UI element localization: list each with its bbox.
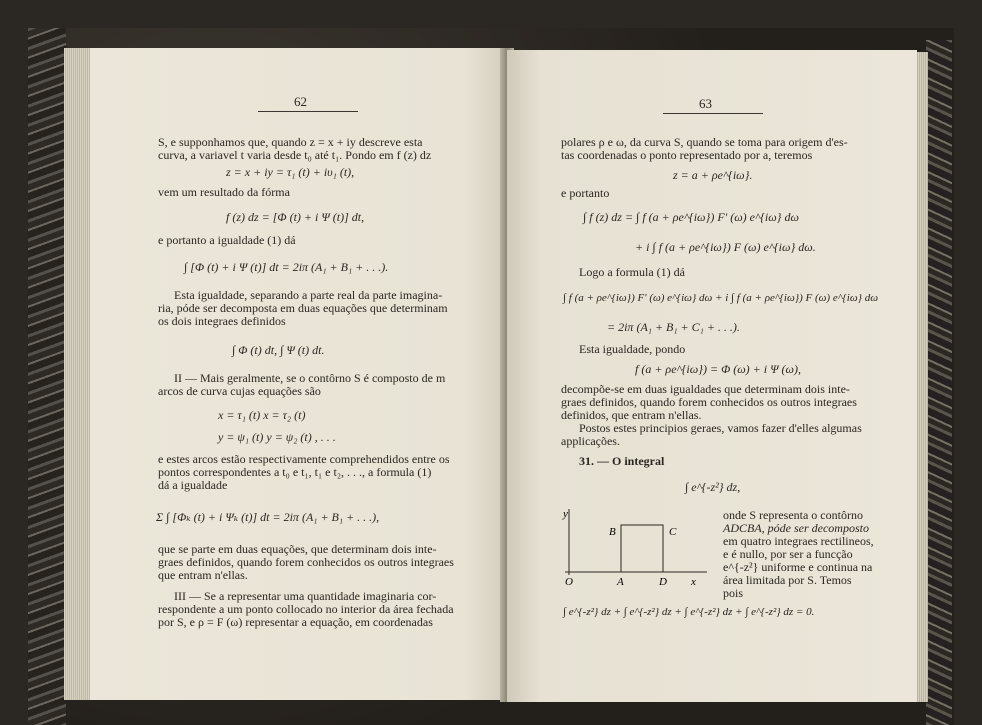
text-line: Postos estes principios geraes, vamos fazer d'elles algumas — [579, 421, 862, 435]
figure-label-x: x — [691, 576, 696, 588]
text-line: e portanto — [561, 186, 610, 200]
text-line: pois — [723, 586, 744, 600]
text-line: dá a igualdade — [158, 478, 228, 492]
equation: y = ψ₁ (t) y = ψ₂ (t) , . . . — [218, 430, 336, 444]
text-line: os dois integraes definidos — [158, 314, 286, 328]
equation: ∫ e^{-z²} dz, — [685, 480, 741, 494]
equation: ∫ f (z) dz = ∫ f (a + ρe^{iω}) F' (ω) e^{iω} dω — [583, 210, 799, 224]
text-line: graes definidos, quando forem conhecidos os outros integraes — [561, 395, 857, 409]
text-line: área limitada por S. Temos — [723, 573, 852, 587]
left-marbled-edge — [28, 28, 66, 725]
text-line: ADCBA, póde ser decomposto — [723, 521, 869, 535]
text-line: em quatro integraes rectilineos, — [723, 534, 874, 548]
text-line: arcos de curva cujas equações são — [158, 384, 321, 398]
header-rule — [258, 111, 358, 112]
equation: ∫ Φ (t) dt, ∫ Ψ (t) dt. — [232, 343, 325, 357]
equation: = 2iπ (A₁ + B₁ + C₁ + . . .). — [607, 320, 740, 334]
text-line: III — Se a representar uma quantidade imaginaria cor- — [174, 589, 437, 603]
text-line: por S, e ρ = F (ω) representar a equação, em coordenadas — [158, 615, 433, 629]
figure-label-a: A — [617, 576, 624, 588]
text-line: e é nullo, por ser a funcção — [723, 547, 853, 561]
text-line: curva, a variavel t varia desde t₀ até t₁. Pondo em f (z) dz — [158, 148, 432, 162]
text-line: Esta igualdade, pondo — [579, 342, 686, 356]
contour-figure — [557, 505, 727, 590]
figure-label-c: C — [669, 526, 677, 538]
figure-label-y: y — [563, 508, 568, 520]
right-marbled-edge — [926, 40, 952, 725]
equation: z = x + iy = τ₁ (t) + iυ₁ (t), — [226, 165, 355, 179]
text-line: tas coordenadas o ponto representado por a, teremos — [561, 148, 813, 162]
text-line: Esta igualdade, separando a parte real da parte imagina- — [174, 288, 443, 302]
text-line: graes definidos, quando forem conhecidos os outros integraes — [158, 555, 454, 569]
header-rule — [663, 113, 763, 114]
page-number: 63 — [699, 96, 712, 111]
text-line: definidos, que entram n'ellas. — [561, 408, 702, 422]
text-line: polares ρ e ω, da curva S, quando se toma para origem d'es- — [561, 135, 848, 149]
equation: ∫ f (a + ρe^{iω}) F' (ω) e^{iω} dω + i ∫ f (a + ρe^{iω}) F (ω) e^{iω} dω — [563, 292, 879, 304]
right-page — [507, 50, 917, 702]
text-line: e estes arcos estão respectivamente comprehendidos entre os — [158, 452, 450, 466]
text-line: respondente a um ponto collocado no interior da área fechada — [158, 602, 454, 616]
text-line: e portanto a igualdade (1) dá — [158, 233, 296, 247]
equation: ∫ [Φ (t) + i Ψ (t)] dt = 2iπ (A₁ + B₁ + . . .). — [184, 260, 389, 274]
text-line: II — Mais geralmente, se o contôrno S é composto de m — [174, 371, 446, 385]
equation: Σ ∫ [Φₖ (t) + i Ψₖ (t)] dt = 2iπ (A₁ + B₁ + . . .), — [156, 510, 380, 524]
figure-label-d: D — [659, 576, 667, 588]
text-line: onde S representa o contôrno — [723, 508, 863, 522]
text-line: applicações. — [561, 434, 620, 448]
left-page — [90, 48, 505, 700]
text-line: que entram n'ellas. — [158, 568, 248, 582]
equation: f (a + ρe^{iω}) = Φ (ω) + i Ψ (ω), — [635, 362, 802, 376]
section-heading: 31. — O integral — [579, 454, 665, 468]
figure-label-b: B — [609, 526, 616, 538]
page-number: 62 — [294, 94, 307, 109]
text-line: S, e supponhamos que, quando z = x + iy descreve esta — [158, 135, 423, 149]
text-line: Logo a formula (1) dá — [579, 265, 685, 279]
text-line: vem um resultado da fórma — [158, 185, 290, 199]
equation: z = a + ρe^{iω}. — [673, 168, 753, 182]
equation: x = τ₁ (t) x = τ₂ (t) — [218, 408, 306, 422]
text-line: que se parte em duas equações, que determinam dois inte- — [158, 542, 437, 556]
text-line: e^{-z²} uniforme e continua na — [723, 560, 873, 574]
text-line: pontos correspondentes a t₀ e t₁, t₁ e t₂, . . ., a formula (1) — [158, 465, 432, 479]
text-line: ria, póde ser decomposta em duas equações que determinam — [158, 301, 448, 315]
text-line: decompõe-se em duas igualdades que determinam dois inte- — [561, 382, 850, 396]
equation: f (z) dz = [Φ (t) + i Ψ (t)] dt, — [226, 210, 365, 224]
equation: + i ∫ f (a + ρe^{iω}) F (ω) e^{iω} dω. — [635, 240, 816, 254]
figure-label-o: O — [565, 576, 573, 588]
equation: ∫ e^{-z²} dz + ∫ e^{-z²} dz + ∫ e^{-z²} dz + ∫ e^{-z²} dz = 0. — [563, 606, 815, 618]
